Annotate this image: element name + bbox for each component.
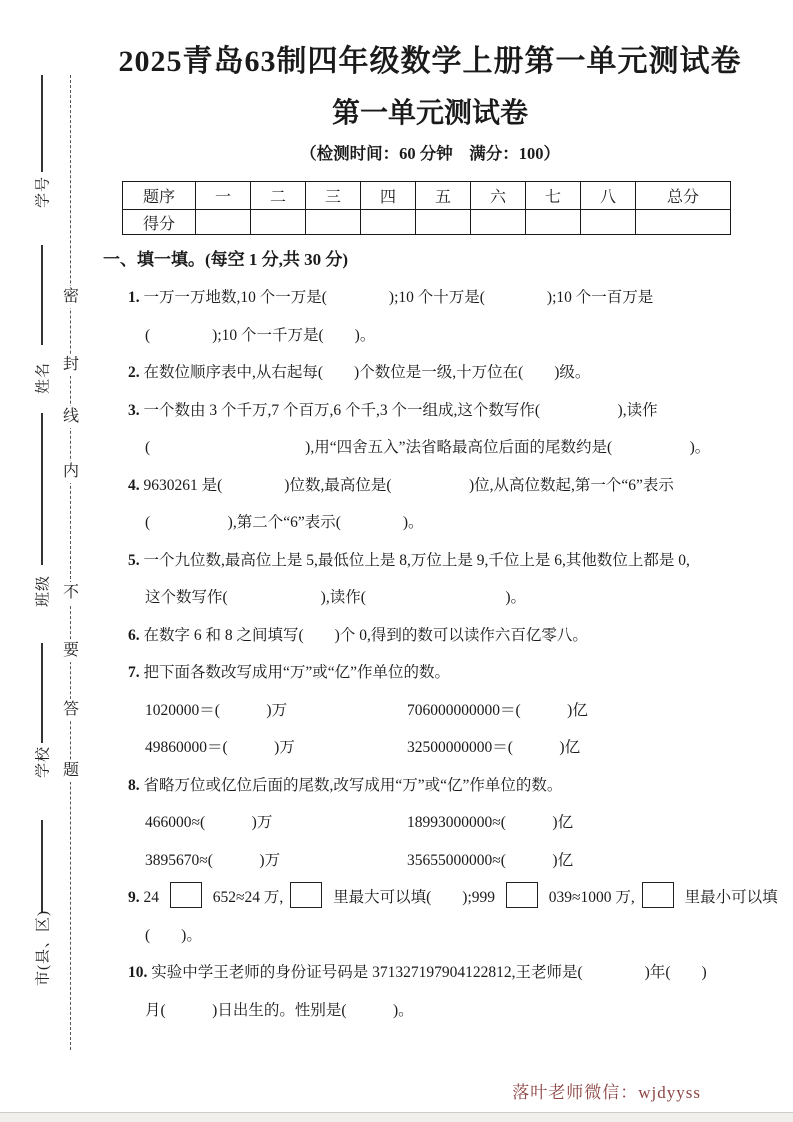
question-number: 9. xyxy=(128,889,144,906)
seal-label-city: 市(县、区) xyxy=(35,910,52,986)
question-line: 7. 把下面各数改写成用“万”或“亿”作单位的数。 xyxy=(128,664,451,681)
seal-char: 内 xyxy=(62,461,80,483)
question-line: 1. 一万一万地数,10 个一万是( );10 个十万是( );10 个一百万是 xyxy=(128,289,654,306)
score-table-header-cell: 一 xyxy=(196,182,251,210)
seal-sidebar xyxy=(0,0,95,1122)
seal-char: 不 xyxy=(62,582,80,604)
question-line-continued: ( );10 个一千万是( )。 xyxy=(145,326,376,344)
score-cell-empty xyxy=(251,210,306,235)
question xyxy=(100,617,760,655)
score-table-header-cell: 五 xyxy=(416,182,471,210)
blank-box xyxy=(170,882,202,908)
question-number: 5. xyxy=(128,551,144,569)
conversion-row xyxy=(145,842,760,880)
score-table-header-cell: 题序 xyxy=(123,182,196,210)
blank-box xyxy=(506,882,538,908)
question-line: 6. 在数字 6 和 8 之间填写( )个 0,得到的数可以读作六百亿零八。 xyxy=(128,626,588,644)
seal-label-name: 姓名 xyxy=(35,361,52,395)
seal-char: 密 xyxy=(62,286,80,308)
score-cell-empty xyxy=(306,210,361,235)
conversion-item: 35655000000≈( )亿 xyxy=(407,851,574,869)
question-number: 3. xyxy=(128,401,144,419)
score-cell-empty xyxy=(471,210,526,235)
score-cell-empty xyxy=(361,210,416,235)
question-line-continued: ( )。 xyxy=(145,926,202,944)
blank-box xyxy=(642,882,674,908)
score-cell-empty xyxy=(416,210,471,235)
conversion-item: 466000≈( )万 xyxy=(145,814,273,831)
section-heading: 一、填一填。(每空 1 分,共 30 分) xyxy=(103,250,349,269)
question-line-continued: 这个数写作( ),读作( )。 xyxy=(145,589,527,606)
signature-line xyxy=(41,820,43,912)
signature-line xyxy=(41,75,43,172)
question xyxy=(100,279,760,354)
score-cell-empty xyxy=(581,210,636,235)
seal-label-student-id: 学号 xyxy=(35,175,52,209)
conversion-item: 32500000000＝( )亿 xyxy=(407,739,581,756)
conversion-item: 1020000＝( )万 xyxy=(145,701,288,719)
question-line: 5. 一个九位数,最高位上是 5,最低位上是 8,万位上是 9,千位上是 6,其他数位上都是 0, xyxy=(128,551,690,569)
score-table-header-cell: 八 xyxy=(581,182,636,210)
question-number: 6. xyxy=(128,626,144,644)
score-table-header-cell: 六 xyxy=(471,182,526,210)
seal-label-class: 班级 xyxy=(35,574,52,608)
question-line-continued: 月( )日出生的。性别是( )。 xyxy=(145,1001,414,1019)
question-line: 3. 一个数由 3 个千万,7 个百万,6 个千,3 个一组成,这个数写作( ),读作 xyxy=(128,401,658,419)
seal-char: 要 xyxy=(62,640,80,662)
question xyxy=(100,879,778,954)
score-table-header-cell: 总分 xyxy=(636,182,731,210)
question-number: 1. xyxy=(128,289,144,306)
score-cell-empty xyxy=(636,210,731,235)
question-line: 8. 省略万位或亿位后面的尾数,改写成用“万”或“亿”作单位的数。 xyxy=(128,776,563,794)
unit-subtitle: 第一单元测试卷 xyxy=(331,98,528,129)
seal-char: 封 xyxy=(62,354,80,376)
question-line: 4. 9630261 是( )位数,最高位是( )位,从高位数起,第一个“6”表示 xyxy=(128,476,674,494)
question xyxy=(100,767,760,880)
signature-line xyxy=(41,413,43,565)
signature-line xyxy=(41,245,43,345)
question-number: 7. xyxy=(128,664,144,681)
exam-meta: （检测时间：60 分钟 满分：100） xyxy=(300,144,560,163)
conversion-row xyxy=(145,729,760,767)
seal-label-school: 学校 xyxy=(35,745,52,779)
question xyxy=(100,654,760,767)
conversion-item: 706000000000＝( )亿 xyxy=(407,701,588,719)
page-bottom-edge xyxy=(0,1112,793,1122)
score-table-header-cell: 七 xyxy=(526,182,581,210)
test-paper xyxy=(100,0,778,1029)
score-cell-empty xyxy=(526,210,581,235)
score-table-header-cell: 四 xyxy=(361,182,416,210)
conversion-item: 49860000＝( )万 xyxy=(145,739,295,756)
question-number: 10. xyxy=(128,964,152,981)
conversion-row xyxy=(145,692,760,730)
question-line-continued: ( ),第二个“6”表示( )。 xyxy=(145,514,424,531)
score-table-header-cell: 二 xyxy=(251,182,306,210)
seal-dashed-line xyxy=(70,75,71,1050)
question xyxy=(100,954,760,1029)
score-cell-empty xyxy=(196,210,251,235)
question-line: 9. 24 652≈24 万, 里最大可以填( );999 039≈1000 万, 里最小可以填 xyxy=(128,879,760,917)
question-line: 10. 实验中学王老师的身份证号码是 371327197904122812,王老师是( )年( ) xyxy=(128,964,707,981)
page-title: 2025青岛63制四年级数学上册第一单元测试卷 xyxy=(118,45,742,78)
seal-char: 答 xyxy=(62,699,80,721)
score-table-header-cell: 三 xyxy=(306,182,361,210)
score-row-label: 得分 xyxy=(123,210,196,235)
question-line-continued: ( ),用“四舍五入”法省略最高位后面的尾数约是( )。 xyxy=(145,439,711,456)
blank-box xyxy=(290,882,322,908)
teacher-wechat-note: 落叶老师微信：wjdyyss xyxy=(512,1083,701,1102)
conversion-row xyxy=(145,804,760,842)
conversion-item: 18993000000≈( )亿 xyxy=(407,814,574,831)
conversion-item: 3895670≈( )万 xyxy=(145,851,281,869)
question-number: 4. xyxy=(128,476,144,494)
signature-line xyxy=(41,643,43,743)
question-number: 2. xyxy=(128,364,144,381)
question-number: 8. xyxy=(128,776,144,794)
question xyxy=(100,467,760,542)
question-line: 2. 在数位顺序表中,从右起每( )个数位是一级,十万位在( )级。 xyxy=(128,364,591,381)
seal-char: 题 xyxy=(62,760,80,782)
seal-char: 线 xyxy=(62,406,80,428)
question xyxy=(100,392,760,467)
score-table-header-row xyxy=(123,182,731,210)
question-list xyxy=(100,279,778,1029)
score-table xyxy=(122,181,731,235)
question xyxy=(100,354,760,392)
score-table-score-row xyxy=(123,210,731,235)
question xyxy=(100,542,760,617)
